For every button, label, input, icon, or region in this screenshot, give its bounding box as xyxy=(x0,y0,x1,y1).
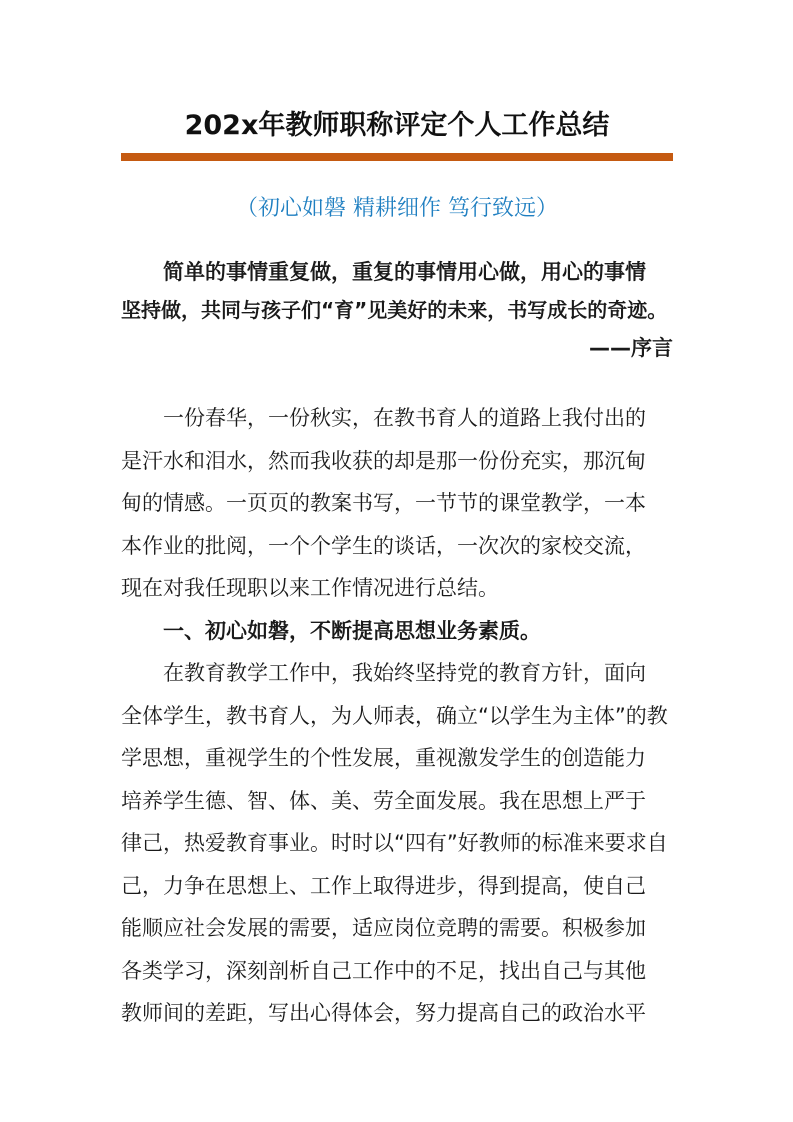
title-underline-rule xyxy=(121,153,673,161)
paragraph-line: 现在对我任现职以来工作情况进行总结。 xyxy=(121,576,499,600)
paragraph-line: 学思想，重视学生的个性发展，重视激发学生的创造能力 xyxy=(121,746,646,770)
paragraph-line: 在教育教学工作中，我始终坚持党的教育方针，面向 xyxy=(163,661,646,685)
paragraph-line: 律己，热爱教育事业。时时以“四有”好教师的标准来要求自 xyxy=(121,831,668,855)
paragraph-line: 一份春华，一份秋实，在教书育人的道路上我付出的 xyxy=(163,406,646,430)
motto-attribution: ——序言 xyxy=(589,336,673,360)
section-heading: 一、初心如磐，不断提高思想业务素质。 xyxy=(163,618,541,643)
motto-line: 简单的事情重复做，重复的事情用心做，用心的事情 xyxy=(163,260,646,284)
paragraph-line: 教师间的差距，写出心得体会，努力提高自己的政治水平 xyxy=(121,1001,646,1025)
preface-motto xyxy=(121,253,673,367)
paragraph-line: 是汗水和泪水，然而我收获的却是那一份份充实，那沉甸 xyxy=(121,448,646,473)
paragraph-line: 能顺应社会发展的需要，适应岗位竞聘的需要。积极参加 xyxy=(121,916,646,940)
paragraph-line: 全体学生，教书育人，为人师表，确立“以学生为主体”的教 xyxy=(121,703,668,728)
document-subtitle: （初心如磐 精耕细作 笃行致远） xyxy=(236,196,558,221)
motto-line: 坚持做，共同与孩子们“育”见美好的未来，书写成长的奇迹。 xyxy=(121,298,668,322)
paragraph-line: 甸的情感。一页页的教案书写，一节节的课堂教学，一本 xyxy=(121,491,646,515)
paragraph-line: 己，力争在思想上、工作上取得进步，得到提高，使自己 xyxy=(121,873,646,898)
document-body xyxy=(121,397,673,1035)
paragraph-line: 培养学生德、智、体、美、劳全面发展。我在思想上严于 xyxy=(121,788,646,813)
paragraph-line: 本作业的批阅，一个个学生的谈话，一次次的家校交流， xyxy=(121,533,646,558)
paragraph-line: 各类学习，深刻剖析自己工作中的不足，找出自己与其他 xyxy=(121,958,646,983)
document-title: 202x年教师职称评定个人工作总结 xyxy=(184,110,610,141)
